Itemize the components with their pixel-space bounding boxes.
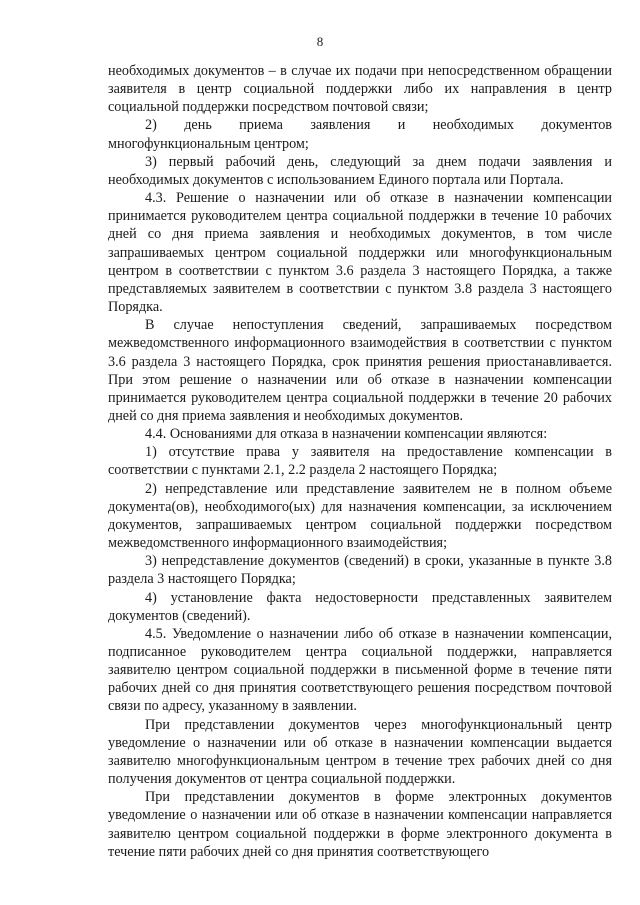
paragraph-refusal-item-3: 3) непредставление документов (сведений) в сроки, указанные в пункте 3.8 раздела 3 настоящего Порядка; <box>108 553 612 588</box>
paragraph-refusal-item-4: 4) установление факта недостоверности представленных заявителем документов (сведений). <box>108 589 612 624</box>
paragraph-electronic-notification: При представлении документов в форме электронных документов уведомление о назначении или об отказе в назначении компенсации направляется заявителю центром социальной поддержки в форме электронного документа в течение пяти рабочих дней со дня принятия соответствующего <box>108 789 612 860</box>
page-number: 8 <box>316 34 324 49</box>
paragraph-clause-4-3: 4.3. Решение о назначении или об отказе в назначении компенсации принимается руководителем центра социальной поддержки в течение 10 рабочих дней со дня приема заявления и необходимых документов, в том числе запрашиваемых центром социальной поддержки или многофункциональным центром в соответствии с пунктом 3.6 раздела 3 настоящего Порядка, а также представляемых заявителем в соответствии с пунктом 3.8 раздела 3 настоящего Порядка. <box>108 190 612 316</box>
paragraph-clause-4-5: 4.5. Уведомление о назначении либо об отказе в назначении компенсации, подписанное руководителем центра социальной поддержки, направляется заявителю центром социальной поддержки в письменной форме в течение пяти рабочих дней со дня принятия соответствующего решения посредством почтовой связи по адресу, указанному в заявлении. <box>108 625 612 715</box>
paragraph-suspension: В случае непоступления сведений, запрашиваемых посредством межведомственного информационного взаимодействия в соответствии с пунктом 3.6 раздела 3 настоящего Порядка, срок принятия решения приостанавливается. При этом решение о назначении или об отказе в назначении компенсации принимается руководителем центра социальной поддержки в течение 20 рабочих дней со дня приема заявления и необходимых документов. <box>108 317 612 424</box>
paragraph-item-2: 2) день приема заявления и необходимых документов многофункциональным центром; <box>108 117 612 152</box>
paragraph-continuation: необходимых документов – в случае их подачи при непосредственном обращении заявителя в центр социальной поддержки либо их направления в центр социальной поддержки посредством почтовой связи; <box>108 63 612 116</box>
document-body <box>108 62 612 861</box>
paragraph-item-3: 3) первый рабочий день, следующий за днем подачи заявления и необходимых документов с использованием Единого портала или Портала. <box>108 153 612 188</box>
paragraph-clause-4-4: 4.4. Основаниями для отказа в назначении компенсации являются: <box>145 426 548 443</box>
paragraph-refusal-item-1: 1) отсутствие права у заявителя на предоставление компенсации в соответствии с пунктами 2.1, 2.2 раздела 2 настоящего Порядка; <box>108 444 612 479</box>
paragraph-mfc-notification: При представлении документов через многофункциональный центр уведомление о назначении или об отказе в назначении компенсации выдается заявителю многофункциональным центром в течение трех рабочих дней со дня получения документов от центра социальной поддержки. <box>108 716 612 788</box>
paragraph-refusal-item-2: 2) непредставление или представление заявителем не в полном объеме документа(ов), необходимого(ых) для назначения компенсации, за исключением документов, запрашиваемых центром социальной поддержки посредством межведомственного информационного взаимодействия; <box>108 480 612 552</box>
